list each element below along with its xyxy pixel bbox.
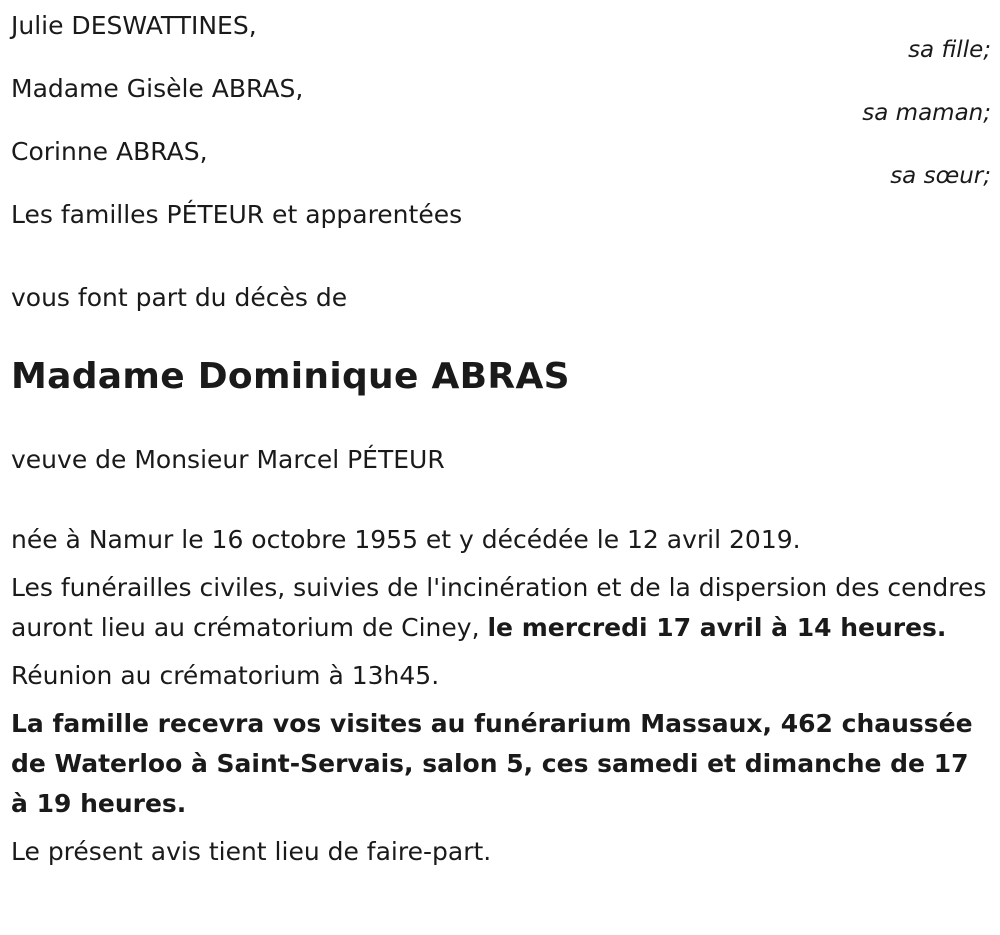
funeral-text: Les funérailles civiles, suivies de l'incinération et de la dispersion des cendres auront lieu au crématorium de Ciney, — [11, 573, 987, 642]
visits-paragraph — [11, 704, 991, 824]
meeting-line: Réunion au crématorium à 13h45. — [11, 661, 440, 690]
family-member — [11, 69, 991, 132]
widow-of: veuve de Monsieur Marcel PÉTEUR — [11, 445, 445, 474]
family-member-relation: sa fille; — [908, 37, 991, 63]
intro-text: vous font part du décès de — [11, 283, 348, 312]
family-member-relation: sa maman; — [862, 100, 991, 126]
family-member-name: Madame Gisèle ABRAS, — [11, 74, 304, 103]
family-member — [11, 6, 991, 69]
family-member-name: Corinne ABRAS, — [11, 137, 208, 166]
visits-text: La famille recevra vos visites au funérarium Massaux, 462 chaussée de Waterloo à Saint-Servais, salon 5, ces samedi et dimanche de 17 à 19 heures. — [11, 709, 973, 818]
closing-line: Le présent avis tient lieu de faire-part. — [11, 837, 492, 866]
family-member-name: Julie DESWATTINES, — [11, 11, 257, 40]
families-line: Les familles PÉTEUR et apparentées — [11, 200, 463, 229]
family-member — [11, 132, 991, 195]
funeral-date-time: le mercredi 17 avril à 14 heures. — [487, 613, 947, 642]
deceased-name: Madame Dominique ABRAS — [11, 356, 570, 397]
obituary-notice — [11, 6, 991, 872]
family-member-relation: sa sœur; — [890, 163, 991, 189]
funeral-paragraph — [11, 568, 991, 648]
birth-death-line: née à Namur le 16 octobre 1955 et y décédée le 12 avril 2019. — [11, 525, 801, 554]
